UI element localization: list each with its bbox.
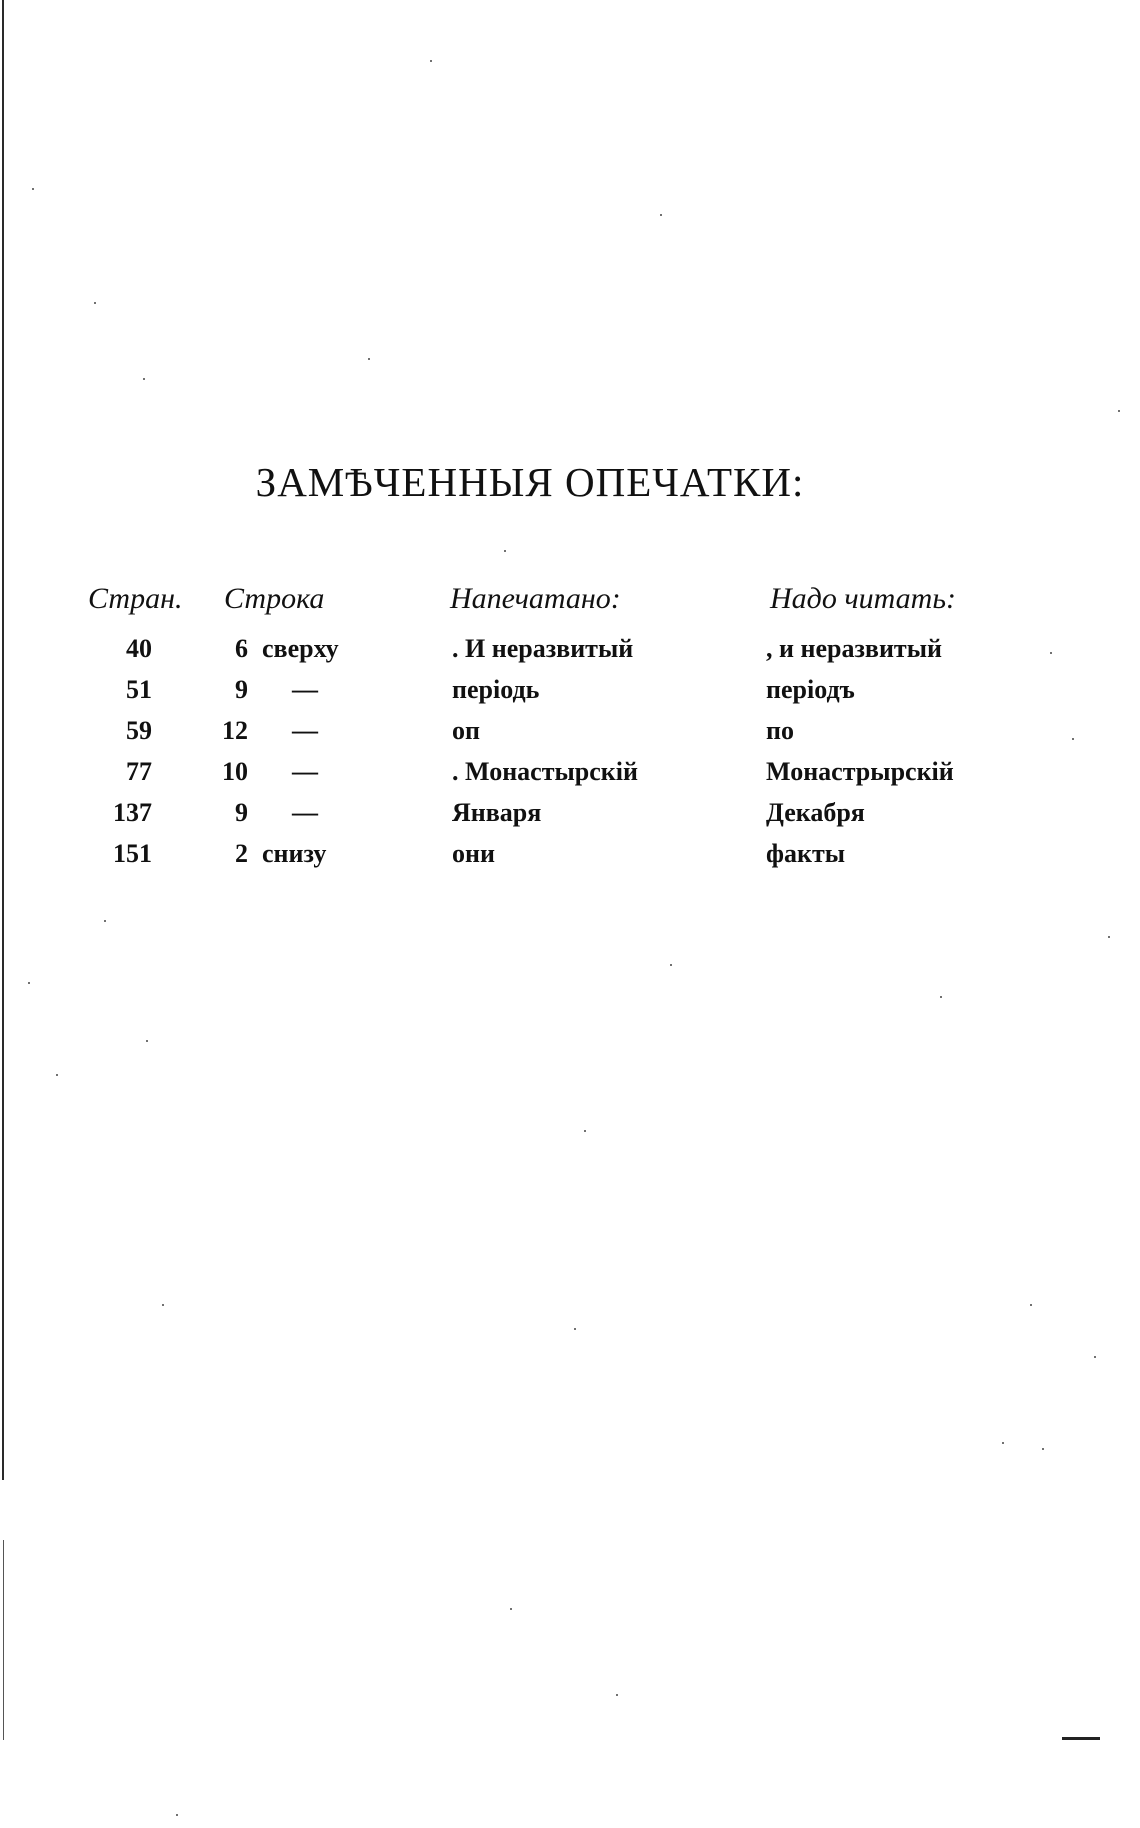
row-line-position: снизу bbox=[262, 839, 327, 868]
scan-speck bbox=[1042, 1448, 1044, 1450]
scan-speck bbox=[94, 302, 96, 304]
row-line-position: сверху bbox=[262, 634, 339, 663]
row-correct-text: перiодъ bbox=[766, 675, 855, 704]
scan-speck bbox=[176, 1814, 178, 1816]
row-printed-text: . Монастырскiй bbox=[452, 757, 638, 786]
scan-speck bbox=[660, 214, 662, 216]
scan-speck bbox=[670, 964, 672, 966]
errata-row bbox=[80, 675, 1000, 716]
row-correct-text: Декабря bbox=[766, 798, 865, 827]
scan-speck bbox=[504, 550, 506, 552]
row-printed-text: перiодь bbox=[452, 675, 540, 704]
scan-speck bbox=[162, 1304, 164, 1306]
row-correct-text: по bbox=[766, 716, 794, 745]
column-header-printed: Напечатано: bbox=[450, 582, 621, 615]
scan-speck bbox=[1002, 1442, 1004, 1444]
scan-speck bbox=[28, 982, 30, 984]
scan-speck bbox=[1094, 1356, 1096, 1358]
scan-speck bbox=[616, 1694, 618, 1696]
errata-row bbox=[80, 634, 1000, 675]
page-binding-edge bbox=[2, 0, 4, 1480]
row-page-number: 40 bbox=[126, 634, 152, 663]
row-line-number: 6 bbox=[235, 634, 248, 663]
scan-speck bbox=[1050, 652, 1052, 654]
scan-speck bbox=[430, 60, 432, 62]
scan-speck bbox=[1030, 1304, 1032, 1306]
page-binding-edge-lower bbox=[3, 1540, 4, 1740]
row-line-position: — bbox=[292, 757, 318, 786]
row-correct-text: факты bbox=[766, 839, 846, 868]
row-page-number: 77 bbox=[126, 757, 152, 786]
row-printed-text: Января bbox=[452, 798, 542, 827]
scan-speck bbox=[1118, 410, 1120, 412]
errata-row bbox=[80, 757, 1000, 798]
row-correct-text: , и неразвитый bbox=[766, 634, 942, 663]
scan-speck bbox=[940, 996, 942, 998]
row-line-number: 12 bbox=[222, 716, 248, 745]
scan-speck bbox=[56, 1074, 58, 1076]
row-page-number: 137 bbox=[113, 798, 152, 827]
row-line-position: — bbox=[292, 798, 318, 827]
scan-speck bbox=[32, 188, 34, 190]
scan-speck bbox=[1108, 936, 1110, 938]
errata-row bbox=[80, 839, 1000, 880]
row-printed-text: оп bbox=[452, 716, 480, 745]
row-line-number: 10 bbox=[222, 757, 248, 786]
stray-dash-mark bbox=[1062, 1737, 1100, 1740]
row-page-number: 151 bbox=[113, 839, 152, 868]
scan-speck bbox=[368, 358, 370, 360]
scan-speck bbox=[143, 378, 145, 380]
row-line-position: — bbox=[292, 716, 318, 745]
row-correct-text: Монастрырскiй bbox=[766, 757, 954, 786]
scan-speck bbox=[104, 920, 106, 922]
errata-header-row bbox=[80, 582, 1000, 634]
errata-table bbox=[80, 582, 1000, 880]
scan-speck bbox=[574, 1328, 576, 1330]
row-printed-text: они bbox=[452, 839, 495, 868]
scan-speck bbox=[584, 1130, 586, 1132]
errata-row bbox=[80, 798, 1000, 839]
errata-row bbox=[80, 716, 1000, 757]
row-printed-text: . И неразвитый bbox=[452, 634, 634, 663]
column-header-line: Строка bbox=[224, 582, 325, 615]
scan-speck bbox=[1072, 738, 1074, 740]
row-line-number: 9 bbox=[235, 675, 248, 704]
row-line-number: 9 bbox=[235, 798, 248, 827]
row-page-number: 51 bbox=[126, 675, 152, 704]
column-header-read: Надо читать: bbox=[770, 582, 956, 615]
scan-speck bbox=[510, 1608, 512, 1610]
row-page-number: 59 bbox=[126, 716, 152, 745]
row-line-position: — bbox=[292, 675, 318, 704]
row-line-number: 2 bbox=[235, 839, 248, 868]
page-title: ЗАМѢЧЕННЫЯ ОПЕЧАТКИ: bbox=[255, 459, 805, 505]
scan-speck bbox=[146, 1040, 148, 1042]
column-header-page: Стран. bbox=[88, 582, 183, 615]
